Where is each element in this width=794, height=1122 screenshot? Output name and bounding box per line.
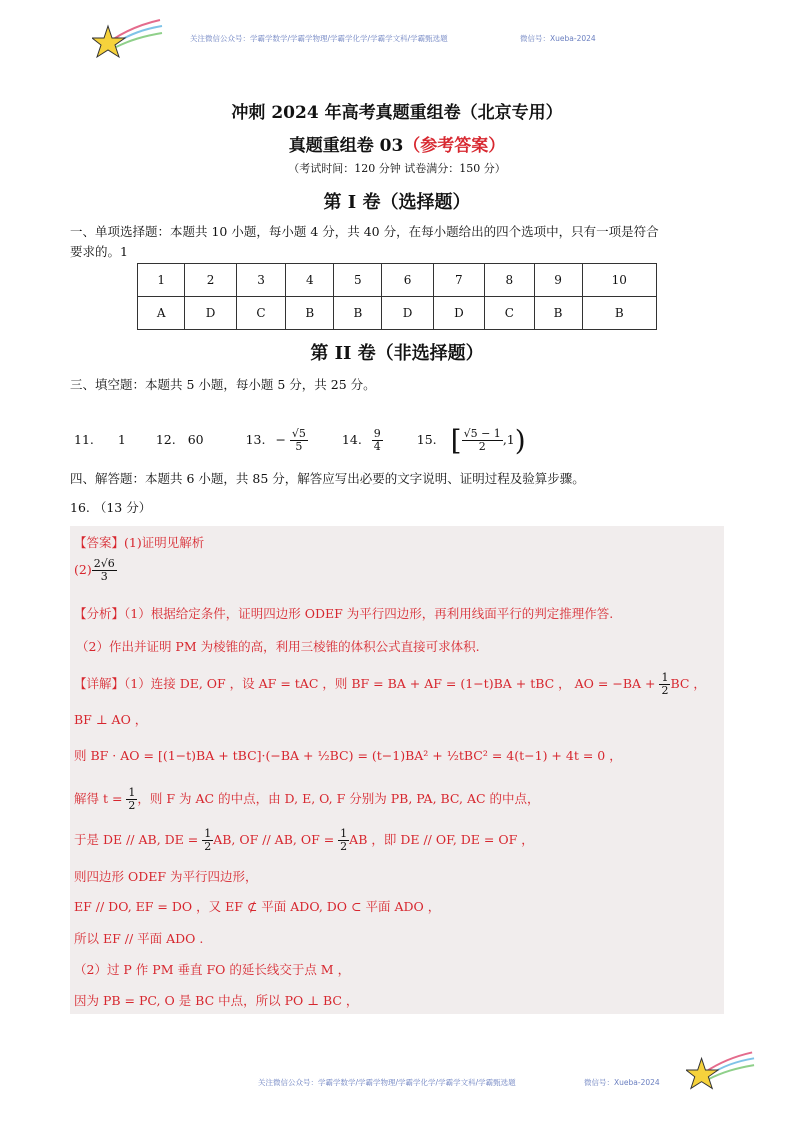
answer-table-numbers [138,264,657,297]
table-cell: C [236,297,286,330]
table-cell: A [138,297,185,330]
q12-label: 12. [155,432,176,447]
q14-fraction: $\frac{9}{4}$ [373,427,381,453]
q13-label: 13. [245,432,266,447]
section1-heading: 第 I 卷（选择题） [323,192,471,213]
table-cell: 7 [433,264,484,297]
table-cell: 6 [382,264,433,297]
detail-line-7: EF // DO, EF = DO ，又 EF ⊄ 平面 ADO, DO ⊂ 平面 ADO ， [74,899,441,914]
q16-label: 16. （13 分） [70,500,152,515]
detail-line-8: 所以 EF // 平面 ADO . [74,931,204,946]
solve-instruction: 四、解答题：本题共 6 小题，共 85 分，解答应写出必要的文字说明、证明过程及验算步骤。 [70,471,585,486]
table-cell: B [334,297,382,330]
answer-table-answers [138,297,657,330]
detail-line-6: 则四边形 ODEF 为平行四边形， [74,869,258,884]
table-cell: 2 [185,264,236,297]
detail-line-3: 则 BF · AO = [(1−t)BA + tBC]·(−BA + ½BC) = (t−1)BA² + ½tBC² = 4(t−1) + 4t = 0 ， [74,748,622,763]
table-cell: 3 [236,264,286,297]
answer-line-1: 【答案】(1)证明见解析 [74,535,205,550]
table-cell: 10 [582,264,656,297]
detail-line-1: 【详解】（1）连接 DE, OF ，设 AF = tAC ，则 BF = BA + AF = (1−t)BA + tBC ， AO = −BA + $\frac{1}{2}$ BC ， [74,671,706,697]
detail-line-4: 解得 t = $\frac{1}{2}$ ，则 F 为 AC 的中点，由 D, E, O, F 分别为 PB, PA, BC, AC 的中点， [74,786,540,812]
table-cell: B [582,297,656,330]
q11-answer: 1 [117,432,126,447]
table-cell: D [382,297,433,330]
header-wechat-id: 微信号：Xueba-2024 [520,34,596,43]
fill-instruction: 三、填空题：本题共 5 小题，每小题 5 分，共 25 分。 [70,377,376,392]
exam-meta: （考试时间：120 分钟 试卷满分：150 分） [288,162,506,175]
exam-title: 冲刺 2024 年高考真题重组卷（北京专用） [231,103,563,123]
detail-line-2: BF ⊥ AO ， [74,712,148,727]
q14-label: 14. [341,432,362,447]
fill-answers: 11. 1 12. 60 13. − $\frac{√5}{5}$ 14. $\frac{9}{4}$ 15. [ $\frac{√5 - 1}{2}$ ,1) [74,424,526,457]
star-logo-icon [686,1046,756,1092]
section1-instruction-l1: 一、单项选择题：本题共 10 小题，每小题 4 分，共 40 分，在每小题给出的四个选项中，只有一项是符合 [70,224,659,239]
table-cell: 1 [138,264,185,297]
section2-heading: 第 II 卷（非选择题） [310,343,484,364]
table-cell: 5 [334,264,382,297]
analysis-line-2: （2）作出并证明 PM 为棱锥的高，利用三棱锥的体积公式直接可求体积. [76,639,480,654]
table-cell: D [185,297,236,330]
detail-line-10: 因为 PB = PC, O 是 BC 中点，所以 PO ⊥ BC ， [74,993,359,1008]
analysis-line-1: 【分析】（1）根据给定条件，证明四边形 ODEF 为平行四边形，再利用线面平行的判定推理作答. [74,606,614,621]
detail-line-5: 于是 DE // AB, DE = $\frac{1}{2}$ AB, OF // AB, OF = $\frac{1}{2}$ AB ，即 DE // OF, DE = OF ， [74,827,534,853]
q15-label: 15. [416,432,437,447]
q11-label: 11. [74,432,94,447]
footer-wechat-id: 微信号：Xueba-2024 [584,1078,660,1087]
star-logo-icon [92,14,164,60]
header-wechat-text: 关注微信公众号：学霸学数学/学霸学物理/学霸学化学/学霸学文科/学霸甄选题 [190,34,448,43]
table-cell: 4 [286,264,334,297]
section1-instruction-l2: 要求的。1 [70,244,128,259]
q15-tail: ,1 [502,432,515,447]
answer-line-2: (2) $\frac{2√6}{3}$ [74,557,115,583]
answer-table [137,263,657,330]
exam-subtitle: 真题重组卷 03（参考答案） [288,136,506,156]
q15-fraction: $\frac{√5 - 1}{2}$ [463,427,501,453]
table-cell: D [433,297,484,330]
q13-sign: − [275,432,286,447]
table-cell: B [286,297,334,330]
footer-wechat-text: 关注微信公众号：学霸学数学/学霸学物理/学霸学化学/学霸学文科/学霸甄选题 [258,1078,516,1087]
q13-fraction: $\frac{√5}{5}$ [291,427,306,453]
table-cell: 8 [485,264,535,297]
table-cell: C [485,297,535,330]
detail-line-9: （2）过 P 作 PM 垂直 FO 的延长线交于点 M ， [74,962,351,977]
table-cell: 9 [534,264,582,297]
q12-answer: 60 [187,432,204,447]
table-cell: B [534,297,582,330]
